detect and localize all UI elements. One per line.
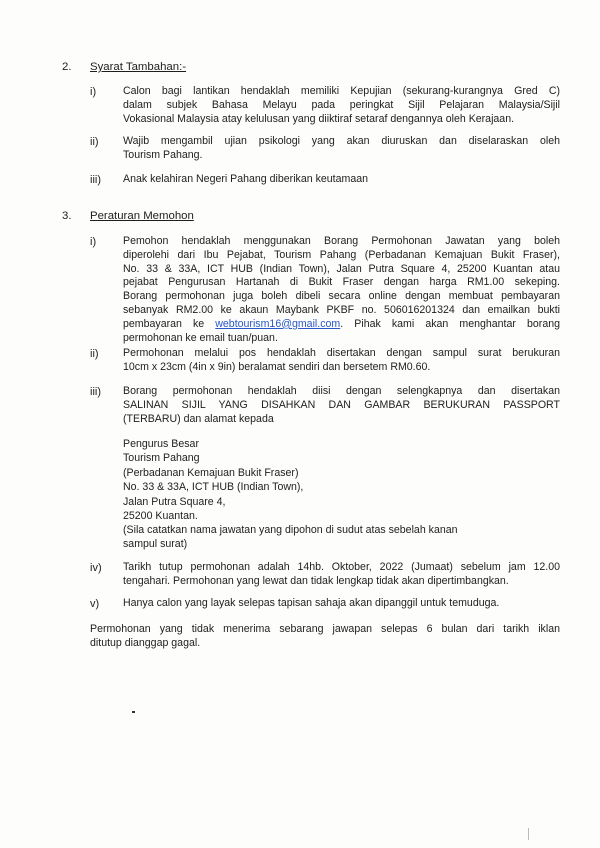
- text-line: Borang permohonan hendaklah diisi dengan selengkapnya dan disertakan: [123, 385, 560, 397]
- s3-item-2-text: [123, 347, 560, 375]
- email-line: [123, 318, 560, 332]
- text-line: Calon bagi lantikan hendaklah memiliki Kepujian (sekurang-kurangnya Gred C): [123, 85, 560, 97]
- text-line: 10cm x 23cm (4in x 9in) beralamat sendiri dan bersetem RM0.60.: [123, 360, 431, 373]
- s3-item-2-number: ii): [90, 348, 99, 360]
- text-line: Wajib mengambil ujian psikologi yang akan diuruskan dan diselaraskan oleh: [123, 135, 560, 147]
- address-line: Pengurus Besar: [123, 438, 199, 450]
- email-prefix: pembayaran ke: [123, 317, 216, 330]
- note-line: (Sila catatkan nama jawatan yang dipohon di sudut atas sebelah kanan: [123, 524, 458, 536]
- text-line: SALINAN SIJIL YANG DISAHKAN DAN GAMBAR BERUKURAN PASSPORT: [123, 398, 560, 411]
- text-line: Hanya calon yang layak selepas tapisan sahaja akan dipanggil untuk temuduga.: [123, 597, 500, 609]
- section-2-number: 2.: [62, 61, 72, 73]
- note-line: sampul surat): [123, 538, 188, 551]
- address-line: Jalan Putra Square 4,: [123, 495, 226, 508]
- text-line: tengahari. Permohonan yang lewat dan tidak lengkap tidak akan dipertimbangkan.: [123, 574, 509, 587]
- address-line: (Perbadanan Kemajuan Bukit Fraser): [123, 466, 299, 479]
- section-3-number: 3.: [62, 210, 72, 222]
- s3-item-5-text: [123, 597, 560, 611]
- text-line: ditutup dianggap gagal.: [90, 636, 201, 649]
- email-suffix: . Pihak kami akan menghantar borang: [340, 317, 560, 330]
- s2-item-1-text: [123, 85, 560, 126]
- text-line: pejabat Pengurusan Hartanah di Bukit Fraser dengan harga RM1.00 sekeping.: [123, 276, 560, 289]
- text-line: Anak kelahiran Negeri Pahang diberikan keutamaan: [123, 173, 368, 185]
- section-2-title: Syarat Tambahan:-: [90, 61, 187, 73]
- address-line: 25200 Kuantan.: [123, 510, 198, 523]
- closing-paragraph: [90, 623, 560, 651]
- text-line: (TERBARU) dan alamat kepada: [123, 412, 274, 425]
- scan-speck: [132, 711, 135, 713]
- text-line: Pemohon hendaklah menggunakan Borang Permohonan Jawatan yang boleh: [123, 235, 560, 247]
- s2-item-3-number: iii): [90, 174, 101, 186]
- mailing-address: [123, 437, 543, 523]
- text-line: Vokasional Malaysia atay kelulusan yang diiktiraf setaraf dengannya oleh Kerajaan.: [123, 112, 515, 125]
- s2-item-1-number: i): [90, 86, 97, 98]
- s2-item-2-text: [123, 135, 560, 163]
- address-line: No. 33 & 33A, ICT HUB (Indian Town),: [123, 481, 304, 494]
- text-line: diperolehi dari Ibu Pejabat, Tourism Pahang (Perbadanan Kemajuan Bukit Fraser),: [123, 248, 560, 261]
- text-line: sebanyak RM2.00 ke akaun Maybank PKBF no. 506016201324 dan emailkan bukti: [123, 303, 560, 316]
- address-line: Tourism Pahang: [123, 452, 200, 465]
- text-line: Tarikh tutup permohonan adalah 14hb. Oktober, 2022 (Jumaat) sebelum jam 12.00: [123, 561, 560, 573]
- s3-item-3-text: [123, 385, 560, 426]
- text-line: Permohonan yang tidak menerima sebarang jawapan selepas 6 bulan dari tarikh iklan: [90, 623, 560, 635]
- s3-item-4-text: [123, 561, 560, 589]
- s3-item-4-number: iv): [90, 562, 102, 574]
- text-line: Borang permohonan juga boleh dibeli secara online dengan membuat pembayaran: [123, 290, 560, 303]
- s2-item-2-number: ii): [90, 136, 99, 148]
- text-line: dalam subjek Bahasa Melayu pada peringkat Sijil Pelajaran Malaysia/Sijil: [123, 98, 560, 111]
- s3-item-3-number: iii): [90, 386, 101, 398]
- s2-item-3-text: [123, 173, 560, 187]
- email-link[interactable]: webtourism16@gmail.com: [215, 317, 341, 330]
- text-line: No. 33 & 33A, ICT HUB (Indian Town), Jalan Putra Square 4, 25200 Kuantan atau: [123, 262, 560, 275]
- scan-speck: [528, 828, 529, 840]
- s3-item-1-text: [123, 235, 560, 345]
- s3-item-5-number: v): [90, 598, 100, 610]
- s3-item-1-number: i): [90, 236, 97, 248]
- section-3-title: Peraturan Memohon: [90, 210, 194, 222]
- text-line: permohonan ke email tuan/puan.: [123, 331, 278, 344]
- envelope-note: [123, 523, 560, 552]
- text-line: Tourism Pahang.: [123, 148, 203, 161]
- text-line: Permohonan melalui pos hendaklah disertakan dengan sampul surat berukuran: [123, 347, 560, 359]
